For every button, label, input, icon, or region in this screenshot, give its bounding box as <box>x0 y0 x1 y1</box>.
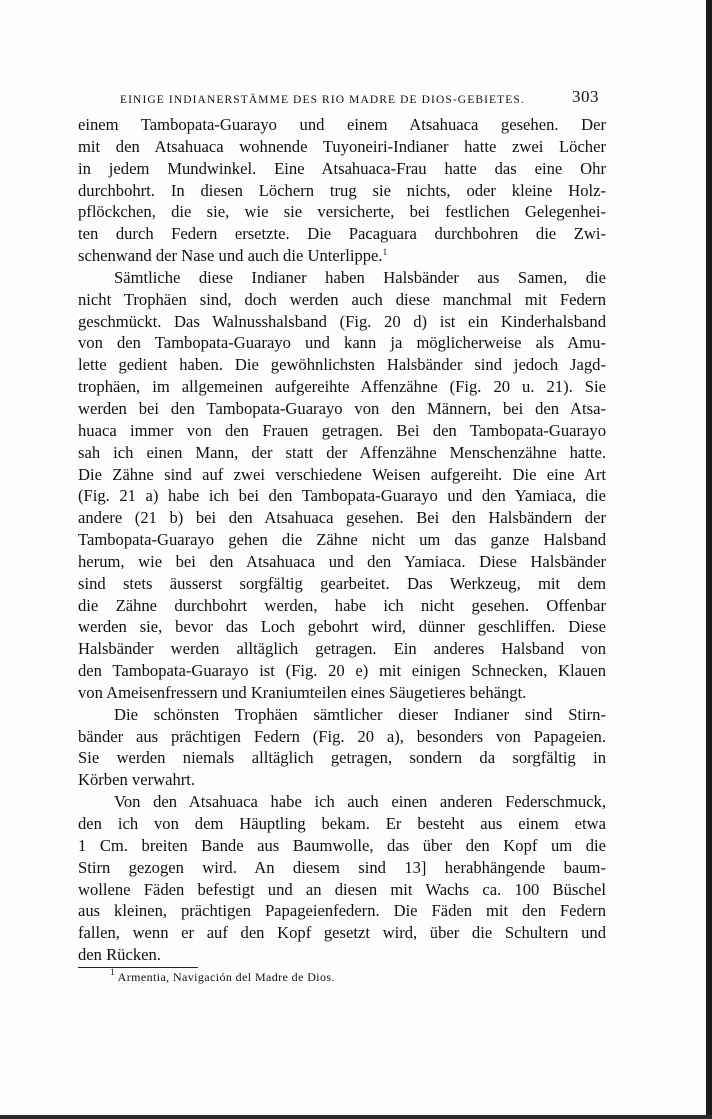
text-line: (Fig. 21 a) habe ich bei den Tambopata-Guarayo und den Yamiaca, die <box>78 486 606 506</box>
text-line-content: schenwand der Nase und auch die Unterlippe. <box>78 246 383 266</box>
text-line: einem Tambopata-Guarayo und einem Atsahuaca gesehen. Der <box>78 115 606 134</box>
text-line: Von den Atsahuaca habe ich auch einen anderen Federschmuck, <box>114 792 606 812</box>
text-line: Körben verwahrt. <box>78 770 196 790</box>
page-number: 303 <box>572 87 599 106</box>
text-line: Die Zähne sind auf zwei verschiedene Weisen aufgereiht. Die eine Art <box>78 464 606 484</box>
text-line: den Tambopata-Guarayo ist (Fig. 20 e) mit einigen Schnecken, Klauen <box>78 661 606 681</box>
text-line: bänder aus prächtigen Federn (Fig. 20 a), besonders von Papageien. <box>78 726 606 746</box>
text-line: durchbohrt. In diesen Löchern trug sie nichts, oder kleine Holz- <box>78 180 606 200</box>
text-line: aus kleinen, prächtigen Papageienfedern. Die Fäden mit den Federn <box>78 901 606 921</box>
text-line: den Rücken. <box>78 945 161 965</box>
scan-edge-right <box>706 0 712 1119</box>
text-line: Sie werden niemals alltäglich getragen, sondern da sorgfältig in <box>78 748 606 768</box>
text-line: in jedem Mundwinkel. Eine Atsahuaca-Frau hatte das eine Ohr <box>78 158 606 178</box>
text-line: sind stets äusserst sorgfältig gearbeitet. Das Werkzeug, mit dem <box>78 573 606 593</box>
text-line: werden bei den Tambopata-Guarayo von den Männern, bei den Atsa- <box>78 398 606 418</box>
text-line: mit den Atsahuaca wohnende Tuyoneiri-Indianer hatte zwei Löcher <box>78 136 606 156</box>
running-title: EINIGE INDIANERSTÄMME DES RIO MADRE DE DIOS-GEBIETES. <box>120 94 525 106</box>
text-line: andere (21 b) bei den Atsahuaca gesehen. Bei den Halsbändern der <box>78 508 606 528</box>
footnote-text: Armentia, Navigación del Madre de Dios. <box>117 970 335 984</box>
footnote-divider <box>78 967 198 968</box>
text-line: von den Tambopata-Guarayo und kann ja möglicherweise als Amu- <box>78 333 606 353</box>
text-line <box>78 245 606 267</box>
text-line: herum, wie bei den Atsahuaca und den Yamiaca. Diese Halsbänder <box>78 551 606 571</box>
text-line: nicht Trophäen sind, doch werden auch diese manchmal mit Federn <box>78 289 606 309</box>
body-text <box>78 114 606 966</box>
text-line: trophäen, im allgemeinen aufgereihte Affenzähne (Fig. 20 u. 21). Sie <box>78 377 606 397</box>
text-line: von Ameisenfressern und Kraniumteilen eines Säugetieres behängt. <box>78 682 527 702</box>
footnote-reference: 1 <box>382 247 388 258</box>
text-line: Halsbänder werden alltäglich getragen. Ein anderes Halsband von <box>78 639 606 659</box>
running-head <box>120 87 600 112</box>
footnote <box>110 967 335 985</box>
text-line: Stirn gezogen wird. An diesem sind 13] herabhängende baum- <box>78 857 606 877</box>
text-line: 1 Cm. breiten Bande aus Baumwolle, das über den Kopf um die <box>78 835 606 855</box>
scan-edge-bottom <box>0 1115 712 1119</box>
text-line: geschmückt. Das Walnusshalsband (Fig. 20 d) ist ein Kinderhalsband <box>78 311 606 331</box>
text-line: Tambopata-Guarayo gehen die Zähne nicht um das ganze Halsband <box>78 530 606 550</box>
text-line: ten durch Federn ersetzte. Die Pacaguara durchbohren die Zwi- <box>78 224 606 244</box>
text-line: werden sie, bevor das Loch gebohrt wird, dünner geschliffen. Diese <box>78 617 606 637</box>
text-line: pflöckchen, die sie, wie sie versicherte, bei festlichen Gelegenhei- <box>78 202 606 222</box>
text-line: fallen, wenn er auf den Kopf gesetzt wird, über die Schultern und <box>78 923 606 943</box>
text-line: lette gedient haben. Die gewöhnlichsten Halsbänder sind jedoch Jagd- <box>78 355 606 375</box>
text-line: den ich von dem Häuptling bekam. Er besteht aus einem etwa <box>78 814 606 833</box>
text-line: sah ich einen Mann, der statt der Affenzähne Menschenzähne hatte. <box>78 442 606 462</box>
text-line: die Zähne durchbohrt werden, habe ich nicht gesehen. Offenbar <box>78 595 606 615</box>
text-line: huaca immer von den Frauen getragen. Bei den Tambopata-Guarayo <box>78 420 606 440</box>
text-line: wollene Fäden befestigt und an diesen mit Wachs ca. 100 Büschel <box>78 879 606 899</box>
text-line: Die schönsten Trophäen sämtlicher dieser Indianer sind Stirn- <box>114 704 606 724</box>
text-line: Sämtliche diese Indianer haben Halsbänder aus Samen, die <box>114 267 606 287</box>
footnote-marker: 1 <box>110 967 115 977</box>
